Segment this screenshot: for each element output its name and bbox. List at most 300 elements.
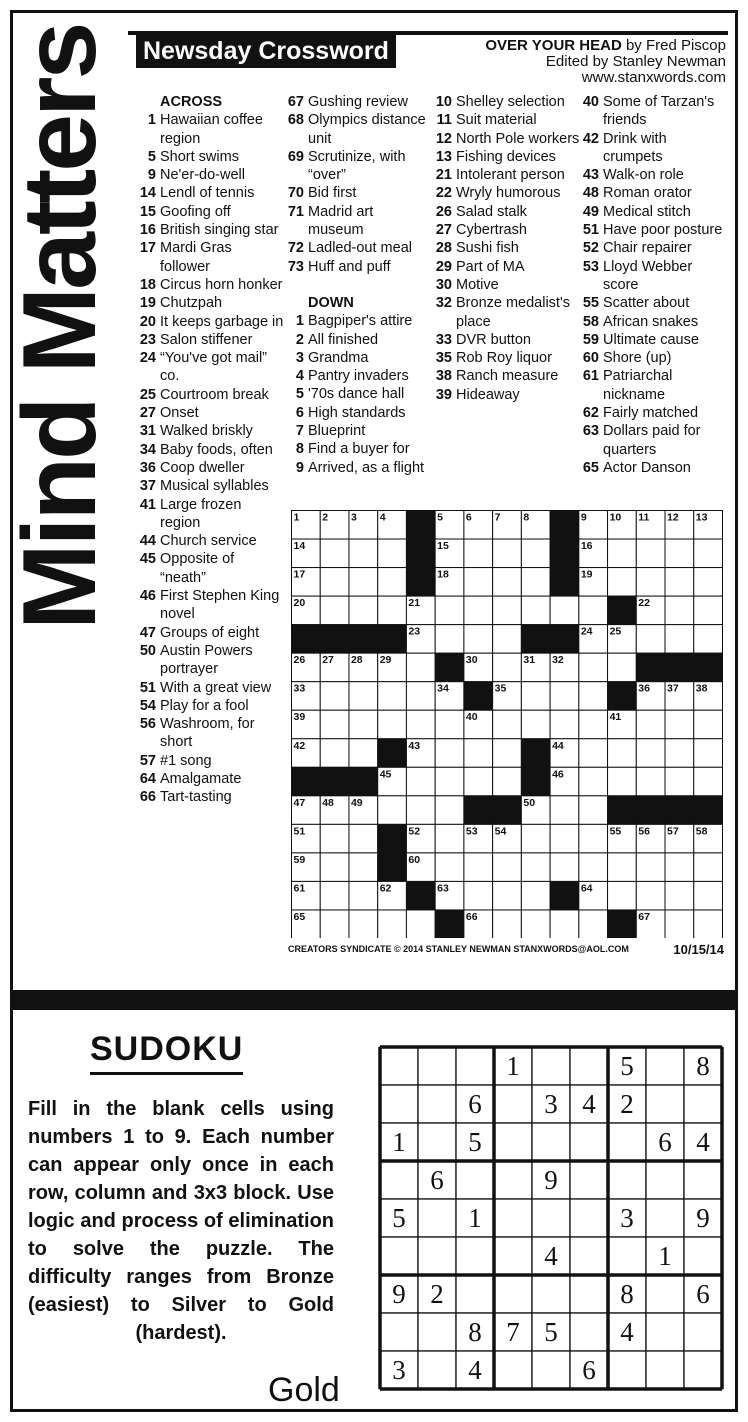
crossword-cell[interactable]	[320, 824, 349, 853]
sudoku-cell[interactable]	[532, 1351, 570, 1389]
clue-down-65	[577, 459, 727, 477]
crossword-cell[interactable]	[320, 596, 349, 625]
clue-down-60	[577, 349, 727, 367]
clue-text: '70s dance hall	[308, 386, 405, 403]
byline	[485, 38, 726, 86]
crossword-cell[interactable]	[493, 653, 522, 682]
crossword-cell[interactable]	[493, 625, 522, 654]
crossword-cell[interactable]	[349, 539, 378, 568]
sudoku-given-digit: 6	[430, 1165, 444, 1195]
clue-text: Have poor posture	[603, 222, 723, 239]
crossword-cell[interactable]	[665, 910, 694, 938]
clue-text: Play for a fool	[160, 697, 249, 714]
crossword-cell[interactable]	[349, 881, 378, 910]
crossword-cell-number: 7	[494, 511, 501, 524]
crossword-cell-number: 50	[523, 796, 536, 809]
sudoku-given-digit: 6	[696, 1279, 710, 1309]
clue-text: Opposite of “neath”	[160, 551, 235, 586]
crossword-cell[interactable]	[521, 682, 550, 711]
crossword-cell[interactable]	[521, 596, 550, 625]
sudoku-given-digit: 1	[392, 1127, 406, 1157]
sudoku-cell[interactable]	[646, 1047, 684, 1085]
crossword-cell-number: 56	[638, 825, 650, 838]
clue-down-38	[430, 367, 580, 385]
clue-text: Actor Danson	[603, 459, 691, 476]
crossword-cell-number: 46	[552, 768, 564, 781]
crossword-cell[interactable]	[550, 910, 579, 938]
crossword-cell[interactable]	[320, 881, 349, 910]
clue-text: Lendl of tennis	[160, 185, 255, 202]
clue-text: Mardi Gras follower	[160, 240, 232, 275]
crossword-cell[interactable]	[521, 853, 550, 882]
crossword-cell[interactable]	[608, 539, 637, 568]
clue-number: 69	[287, 148, 304, 165]
clue-across-50	[134, 642, 284, 679]
crossword-cell[interactable]	[406, 796, 435, 825]
sudoku-given-digit: 9	[696, 1203, 710, 1233]
crossword-cell[interactable]	[378, 568, 407, 597]
crossword-cell[interactable]	[579, 653, 608, 682]
crossword-cell[interactable]	[636, 767, 665, 796]
clue-text: Ne'er-do-well	[160, 167, 245, 184]
clue-text: With a great view	[160, 679, 272, 696]
crossword-cell[interactable]	[579, 824, 608, 853]
crossword-cell[interactable]	[493, 881, 522, 910]
sudoku-cell[interactable]	[494, 1351, 532, 1389]
crossword-cell[interactable]	[435, 710, 464, 739]
crossword-cell[interactable]	[464, 739, 493, 768]
crossword-cell[interactable]	[493, 853, 522, 882]
crossword-cell-number: 54	[494, 825, 507, 838]
sudoku-cell[interactable]	[570, 1123, 608, 1161]
sudoku-cell[interactable]	[646, 1351, 684, 1389]
crossword-cell[interactable]	[550, 824, 579, 853]
clue-number: 3	[295, 349, 304, 366]
clue-number: 62	[582, 405, 599, 422]
crossword-cell[interactable]	[665, 568, 694, 597]
crossword-cell[interactable]	[665, 739, 694, 768]
crossword-cell-number: 53	[465, 825, 478, 838]
crossword-black-square	[608, 910, 637, 938]
crossword-cell-number: 35	[494, 682, 507, 695]
clue-text: Church service	[160, 533, 257, 550]
sudoku-cell[interactable]	[570, 1275, 608, 1313]
clue-down-32	[430, 294, 580, 331]
crossword-black-square	[550, 625, 579, 654]
clue-text: Medical stitch	[603, 203, 691, 220]
crossword-cell-number: 15	[437, 540, 449, 553]
sudoku-cell[interactable]	[418, 1123, 456, 1161]
crossword-cell[interactable]	[493, 710, 522, 739]
clue-down-62	[577, 404, 727, 422]
sudoku-cell[interactable]	[570, 1199, 608, 1237]
crossword-cell[interactable]	[665, 539, 694, 568]
crossword-cell[interactable]	[694, 881, 723, 910]
crossword-cell[interactable]	[579, 710, 608, 739]
sudoku-cell[interactable]	[380, 1161, 418, 1199]
sudoku-cell[interactable]	[418, 1047, 456, 1085]
clue-number: 16	[139, 222, 156, 239]
crossword-cell[interactable]	[636, 710, 665, 739]
crossword-cell[interactable]	[320, 539, 349, 568]
crossword-cell[interactable]	[608, 653, 637, 682]
crossword-cell-number: 41	[609, 711, 622, 724]
crossword-cell[interactable]	[550, 682, 579, 711]
crossword-cell[interactable]	[435, 767, 464, 796]
crossword-cell[interactable]	[378, 910, 407, 938]
sudoku-given-digit: 6	[658, 1127, 672, 1157]
clue-across-73	[282, 258, 432, 276]
crossword-cell[interactable]	[694, 739, 723, 768]
crossword-cell[interactable]	[694, 853, 723, 882]
sudoku-cell[interactable]	[570, 1313, 608, 1351]
crossword-black-square	[550, 539, 579, 568]
crossword-cell-number: 38	[695, 682, 708, 695]
sudoku-cell[interactable]	[380, 1085, 418, 1123]
crossword-black-square	[320, 625, 349, 654]
sudoku-cell[interactable]	[494, 1275, 532, 1313]
clue-across-24	[134, 349, 284, 386]
sudoku-cell[interactable]	[608, 1123, 646, 1161]
sudoku-given-digit: 1	[506, 1051, 520, 1081]
crossword-cell[interactable]	[521, 881, 550, 910]
sudoku-cell[interactable]	[684, 1313, 722, 1351]
crossword-cell[interactable]	[665, 853, 694, 882]
sudoku-cell[interactable]	[684, 1351, 722, 1389]
clue-text: Fishing devices	[456, 148, 556, 165]
sudoku-cell[interactable]	[646, 1085, 684, 1123]
clue-number: 4	[295, 368, 304, 385]
clue-text: Tart-tasting	[160, 789, 232, 806]
crossword-cell[interactable]	[320, 910, 349, 938]
sudoku-cell[interactable]	[532, 1047, 570, 1085]
crossword-cell[interactable]	[378, 539, 407, 568]
crossword-cell[interactable]	[579, 739, 608, 768]
crossword-cell[interactable]	[521, 710, 550, 739]
clue-text: Blueprint	[308, 423, 366, 440]
crossword-cell[interactable]	[464, 625, 493, 654]
clue-text: Circus horn honker	[160, 276, 283, 293]
crossword-cell[interactable]	[320, 682, 349, 711]
crossword-cell[interactable]	[579, 796, 608, 825]
crossword-cell[interactable]	[320, 739, 349, 768]
clue-number: 67	[287, 94, 304, 110]
sudoku-cell[interactable]	[456, 1237, 494, 1275]
crossword-cell[interactable]	[349, 910, 378, 938]
crossword-cell[interactable]	[349, 568, 378, 597]
sudoku-cell[interactable]	[494, 1199, 532, 1237]
clue-number: 7	[295, 423, 304, 440]
crossword-cell[interactable]	[608, 767, 637, 796]
sudoku-given-digit: 9	[392, 1279, 406, 1309]
sudoku-given-digit: 6	[582, 1355, 596, 1385]
clue-section-heading: DOWN	[308, 294, 354, 311]
crossword-cell[interactable]	[636, 853, 665, 882]
crossword-cell[interactable]	[608, 739, 637, 768]
clue-number: 52	[582, 240, 599, 257]
crossword-cell-number: 55	[609, 825, 622, 838]
clue-text: Sushi fish	[456, 240, 519, 257]
sudoku-given-digit: 5	[468, 1127, 482, 1157]
crossword-cell[interactable]	[493, 568, 522, 597]
clue-number: 1	[295, 313, 304, 330]
clue-number: 53	[582, 258, 599, 275]
sudoku-cell[interactable]	[646, 1275, 684, 1313]
sudoku-cell[interactable]	[418, 1237, 456, 1275]
crossword-cell[interactable]	[378, 710, 407, 739]
crossword-cell[interactable]	[320, 568, 349, 597]
crossword-black-square	[665, 653, 694, 682]
sudoku-cell[interactable]	[456, 1275, 494, 1313]
sudoku-cell[interactable]	[456, 1047, 494, 1085]
clue-number: 14	[139, 185, 156, 202]
clue-across-31	[134, 422, 284, 440]
sudoku-cell[interactable]	[532, 1275, 570, 1313]
crossword-cell[interactable]	[320, 853, 349, 882]
crossword-black-square	[608, 796, 637, 825]
clue-text: #1 song	[160, 752, 212, 769]
crossword-cell[interactable]	[550, 596, 579, 625]
clue-across-25	[134, 386, 284, 404]
sudoku-cell[interactable]	[608, 1161, 646, 1199]
clue-number: 6	[295, 404, 304, 421]
crossword-cell[interactable]	[579, 910, 608, 938]
crossword-cell[interactable]	[464, 881, 493, 910]
sudoku-difficulty: Gold	[268, 1371, 340, 1409]
crossword-cell[interactable]	[550, 710, 579, 739]
sudoku-cell[interactable]	[380, 1047, 418, 1085]
clue-down-52	[577, 239, 727, 257]
crossword-cell[interactable]	[406, 653, 435, 682]
crossword-cell-number: 57	[667, 825, 679, 838]
crossword-cell[interactable]	[694, 596, 723, 625]
crossword-cell[interactable]	[378, 682, 407, 711]
sudoku-cell[interactable]	[646, 1313, 684, 1351]
clue-down-4	[282, 367, 432, 385]
sudoku-cell[interactable]	[494, 1085, 532, 1123]
crossword-cell[interactable]	[349, 853, 378, 882]
sudoku-cell[interactable]	[608, 1351, 646, 1389]
clue-text: Intolerant person	[456, 167, 565, 184]
sudoku-cell[interactable]	[532, 1123, 570, 1161]
crossword-cell[interactable]	[464, 539, 493, 568]
crossword-black-square	[292, 625, 321, 654]
sudoku-given-digit: 3	[544, 1089, 558, 1119]
sudoku-given-digit: 9	[544, 1165, 558, 1195]
clue-down-29	[430, 258, 580, 276]
crossword-cell[interactable]	[349, 596, 378, 625]
crossword-cell[interactable]	[665, 625, 694, 654]
crossword-cell[interactable]	[493, 596, 522, 625]
clue-down-58	[577, 313, 727, 331]
crossword-cell[interactable]	[464, 767, 493, 796]
crossword-cell[interactable]	[435, 824, 464, 853]
crossword-cell[interactable]	[464, 596, 493, 625]
crossword-cell[interactable]	[665, 596, 694, 625]
clue-text: African snakes	[603, 313, 699, 330]
crossword-cell[interactable]	[435, 625, 464, 654]
clue-number: 63	[582, 423, 599, 440]
clue-text: Courtroom break	[160, 386, 269, 403]
crossword-cell[interactable]	[636, 625, 665, 654]
clue-across-18	[134, 276, 284, 294]
crossword-cell[interactable]	[435, 853, 464, 882]
sudoku-cell[interactable]	[418, 1351, 456, 1389]
sudoku-cell[interactable]	[494, 1123, 532, 1161]
crossword-cell[interactable]	[694, 625, 723, 654]
clue-down-55	[577, 294, 727, 312]
crossword-cell-number: 48	[322, 796, 334, 809]
clue-across-70	[282, 184, 432, 202]
crossword-cell[interactable]	[636, 881, 665, 910]
crossword-cell[interactable]	[493, 739, 522, 768]
crossword-cell-number: 2	[322, 511, 329, 524]
crossword-cell[interactable]	[464, 568, 493, 597]
sudoku-cell[interactable]	[418, 1085, 456, 1123]
crossword-cell[interactable]	[521, 824, 550, 853]
crossword-cell-number: 51	[293, 825, 306, 838]
clue-number: 47	[139, 624, 156, 641]
crossword-cell[interactable]	[665, 881, 694, 910]
crossword-cell[interactable]	[579, 853, 608, 882]
crossword-cell[interactable]	[493, 910, 522, 938]
crossword-cell[interactable]	[378, 796, 407, 825]
sudoku-given-digit: 6	[468, 1089, 482, 1119]
clue-across-72	[282, 239, 432, 257]
clue-down-6	[282, 404, 432, 422]
sudoku-given-digit: 4	[620, 1317, 634, 1347]
sudoku-cell[interactable]	[608, 1237, 646, 1275]
crossword-cell[interactable]	[694, 568, 723, 597]
crossword-cell[interactable]	[349, 710, 378, 739]
clue-text: Cybertrash	[456, 222, 527, 239]
crossword-cell[interactable]	[349, 824, 378, 853]
crossword-cell[interactable]	[521, 539, 550, 568]
sudoku-cell[interactable]	[684, 1161, 722, 1199]
clue-number: 1	[147, 112, 156, 129]
crossword-header: Newsday Crossword	[136, 35, 396, 68]
crossword-cell[interactable]	[694, 539, 723, 568]
clue-number: 23	[139, 331, 156, 348]
clue-across-15	[134, 203, 284, 221]
clue-number: 66	[139, 789, 156, 806]
crossword-cell[interactable]	[608, 568, 637, 597]
crossword-cell[interactable]	[349, 739, 378, 768]
crossword-cell-number: 28	[350, 654, 363, 667]
crossword-cell[interactable]	[320, 710, 349, 739]
crossword-cell[interactable]	[406, 910, 435, 938]
clue-across-47	[134, 624, 284, 642]
sudoku-cell[interactable]	[380, 1237, 418, 1275]
crossword-cell[interactable]	[521, 568, 550, 597]
clue-text: Scatter about	[603, 295, 690, 312]
sudoku-cell[interactable]	[418, 1199, 456, 1237]
sudoku-cell[interactable]	[646, 1199, 684, 1237]
clues-column-3	[430, 93, 580, 404]
sudoku-cell[interactable]	[380, 1313, 418, 1351]
clue-text: Salad stalk	[456, 203, 527, 220]
crossword-black-square	[694, 796, 723, 825]
crossword-cell[interactable]	[579, 682, 608, 711]
sudoku-given-digit: 8	[696, 1051, 710, 1081]
sudoku-cell[interactable]	[684, 1237, 722, 1275]
sudoku-cell[interactable]	[456, 1161, 494, 1199]
clue-down-28	[430, 239, 580, 257]
crossword-cell-number: 3	[350, 511, 357, 524]
crossword-cell[interactable]	[636, 539, 665, 568]
clue-down-53	[577, 258, 727, 295]
sudoku-given-digit: 4	[468, 1355, 482, 1385]
crossword-cell-number: 67	[638, 910, 650, 923]
crossword-cell[interactable]	[406, 767, 435, 796]
sudoku-cell[interactable]	[646, 1161, 684, 1199]
crossword-cell[interactable]	[464, 853, 493, 882]
crossword-cell-number: 11	[638, 511, 650, 524]
crossword-cell[interactable]	[435, 596, 464, 625]
crossword-cell[interactable]	[608, 853, 637, 882]
clue-number: 26	[435, 203, 452, 220]
crossword-black-square	[665, 796, 694, 825]
crossword-cell[interactable]	[550, 796, 579, 825]
clue-across-17	[134, 239, 284, 276]
clue-number: 61	[582, 368, 599, 385]
crossword-cell[interactable]	[694, 910, 723, 938]
crossword-cell[interactable]	[435, 796, 464, 825]
crossword-cell[interactable]	[694, 767, 723, 796]
crossword-cell[interactable]	[579, 596, 608, 625]
sudoku-cell[interactable]	[570, 1161, 608, 1199]
sudoku-cell[interactable]	[684, 1085, 722, 1123]
crossword-black-square	[435, 910, 464, 938]
crossword-cell[interactable]	[665, 767, 694, 796]
clue-down-3	[282, 349, 432, 367]
crossword-cell-number: 37	[667, 682, 679, 695]
crossword-cell[interactable]	[378, 596, 407, 625]
crossword-cell[interactable]	[579, 767, 608, 796]
crossword-cell[interactable]	[636, 739, 665, 768]
sudoku-cell[interactable]	[494, 1237, 532, 1275]
crossword-cell[interactable]	[349, 682, 378, 711]
sudoku-cell[interactable]	[494, 1161, 532, 1199]
crossword-cell[interactable]	[406, 710, 435, 739]
crossword-cell[interactable]	[435, 739, 464, 768]
crossword-cell[interactable]	[608, 881, 637, 910]
clue-across-1	[134, 111, 284, 148]
sudoku-cell[interactable]	[532, 1199, 570, 1237]
crossword-cell[interactable]	[665, 710, 694, 739]
clue-down-2	[282, 331, 432, 349]
crossword-cell-number: 24	[580, 625, 593, 638]
crossword-cell[interactable]	[406, 682, 435, 711]
crossword-cell[interactable]	[493, 539, 522, 568]
crossword-cell[interactable]	[521, 910, 550, 938]
sudoku-cell[interactable]	[570, 1047, 608, 1085]
clue-text: North Pole workers	[456, 130, 580, 147]
sudoku-cell[interactable]	[570, 1237, 608, 1275]
clue-text: Shore (up)	[603, 350, 672, 367]
crossword-cell[interactable]	[694, 710, 723, 739]
clue-down-51	[577, 221, 727, 239]
sudoku-cell[interactable]	[418, 1313, 456, 1351]
clue-text: Rob Roy liquor	[456, 350, 552, 367]
crossword-black-square	[378, 824, 407, 853]
crossword-cell[interactable]	[493, 767, 522, 796]
clue-down-63	[577, 422, 727, 459]
crossword-cell[interactable]	[636, 568, 665, 597]
crossword-cell[interactable]	[550, 853, 579, 882]
crossword-cell-number: 12	[667, 511, 679, 524]
clue-number: 11	[436, 112, 452, 129]
